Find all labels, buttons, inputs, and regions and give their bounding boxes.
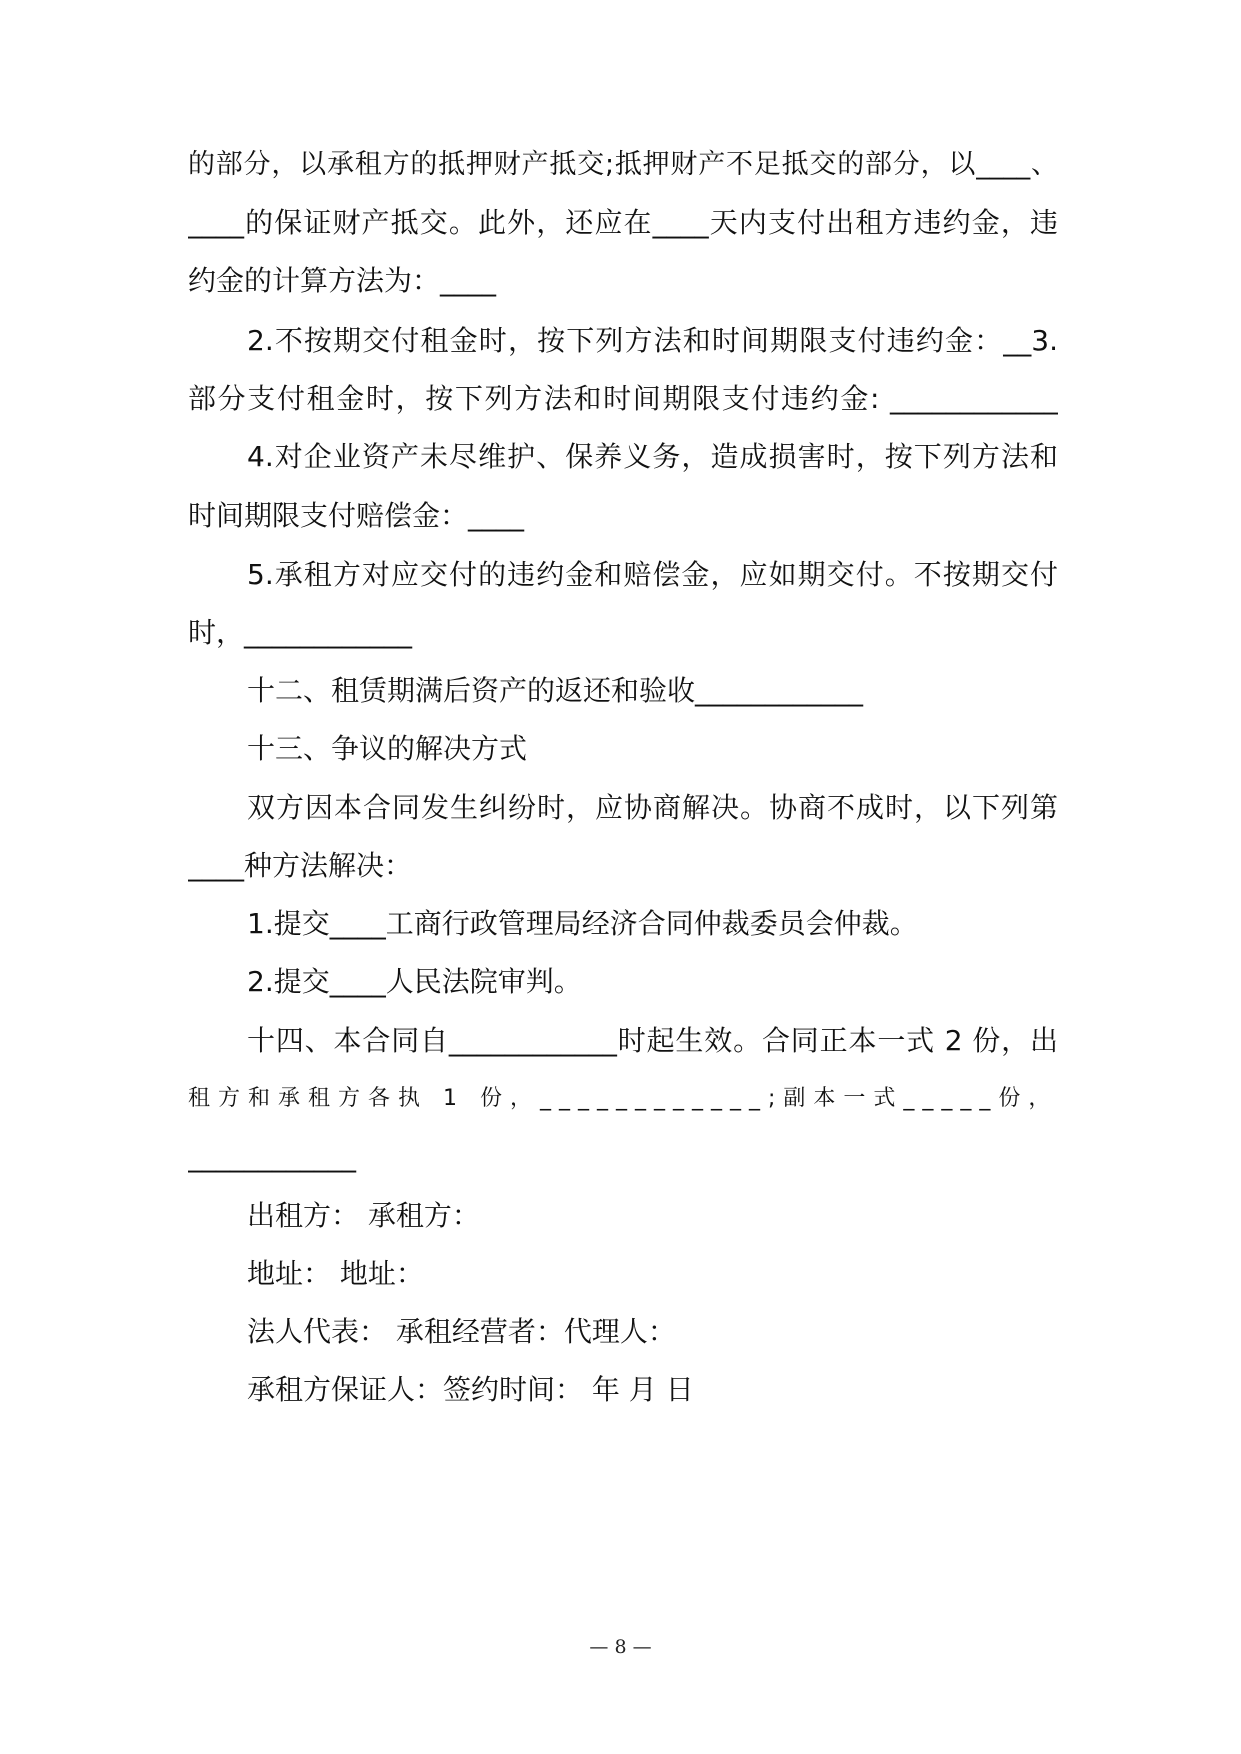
paragraph-line: 十四、本合同自____________时起生效。合同正本一式 2 份，出 [247, 1024, 1058, 1057]
section-heading: 十三、争议的解决方式 [247, 732, 528, 765]
page-number: — 8 — [589, 1636, 652, 1658]
paragraph-line: 约金的计算方法为：____ [188, 264, 497, 297]
paragraph-line: ____种方法解决： [188, 849, 413, 882]
list-item: 1.提交____工商行政管理局经济合同仲裁委员会仲裁。 [247, 907, 918, 940]
paragraph-line: 的部分，以承租方的抵押财产抵交;抵押财产不足抵交的部分，以____、 [188, 149, 1058, 180]
paragraph-line: 部分支付租金时，按下列方法和时间期限支付违约金: ____________ [188, 382, 1058, 415]
list-item: 2.提交____人民法院审判。 [247, 965, 582, 998]
paragraph-line: ____________ [188, 1140, 356, 1173]
signature-guarantor-date: 承租方保证人：签约时间： 年 月 日 [247, 1373, 694, 1406]
paragraph-line: 5.承租方对应交付的违约金和赔偿金，应如期交付。不按期交付 [247, 558, 1058, 591]
signature-lessor-lessee: 出租方： 承租方： [247, 1199, 480, 1232]
paragraph-line: 4.对企业资产未尽维护、保养义务，造成损害时，按下列方法和 [247, 440, 1058, 473]
section-heading: 十二、租赁期满后资产的返还和验收____________ [247, 674, 864, 707]
paragraph-line: 时间期限支付赔偿金：____ [188, 499, 525, 532]
paragraph-line: 双方因本合同发生纠纷时，应协商解决。协商不成时，以下列第 [247, 791, 1058, 824]
paragraph-line: 时，____________ [188, 616, 413, 649]
paragraph-line: 租方和承租方各执 1 份，____________;副本一式_____份， [188, 1086, 1058, 1111]
paragraph-line: ____的保证财产抵交。此外，还应在____天内支付出租方违约金，违 [188, 206, 1058, 239]
paragraph-line: 2.不按期交付租金时，按下列方法和时间期限支付违约金：__3. [247, 324, 1058, 357]
signature-address: 地址： 地址： [247, 1257, 424, 1290]
signature-representatives: 法人代表： 承租经营者：代理人： [247, 1315, 676, 1348]
